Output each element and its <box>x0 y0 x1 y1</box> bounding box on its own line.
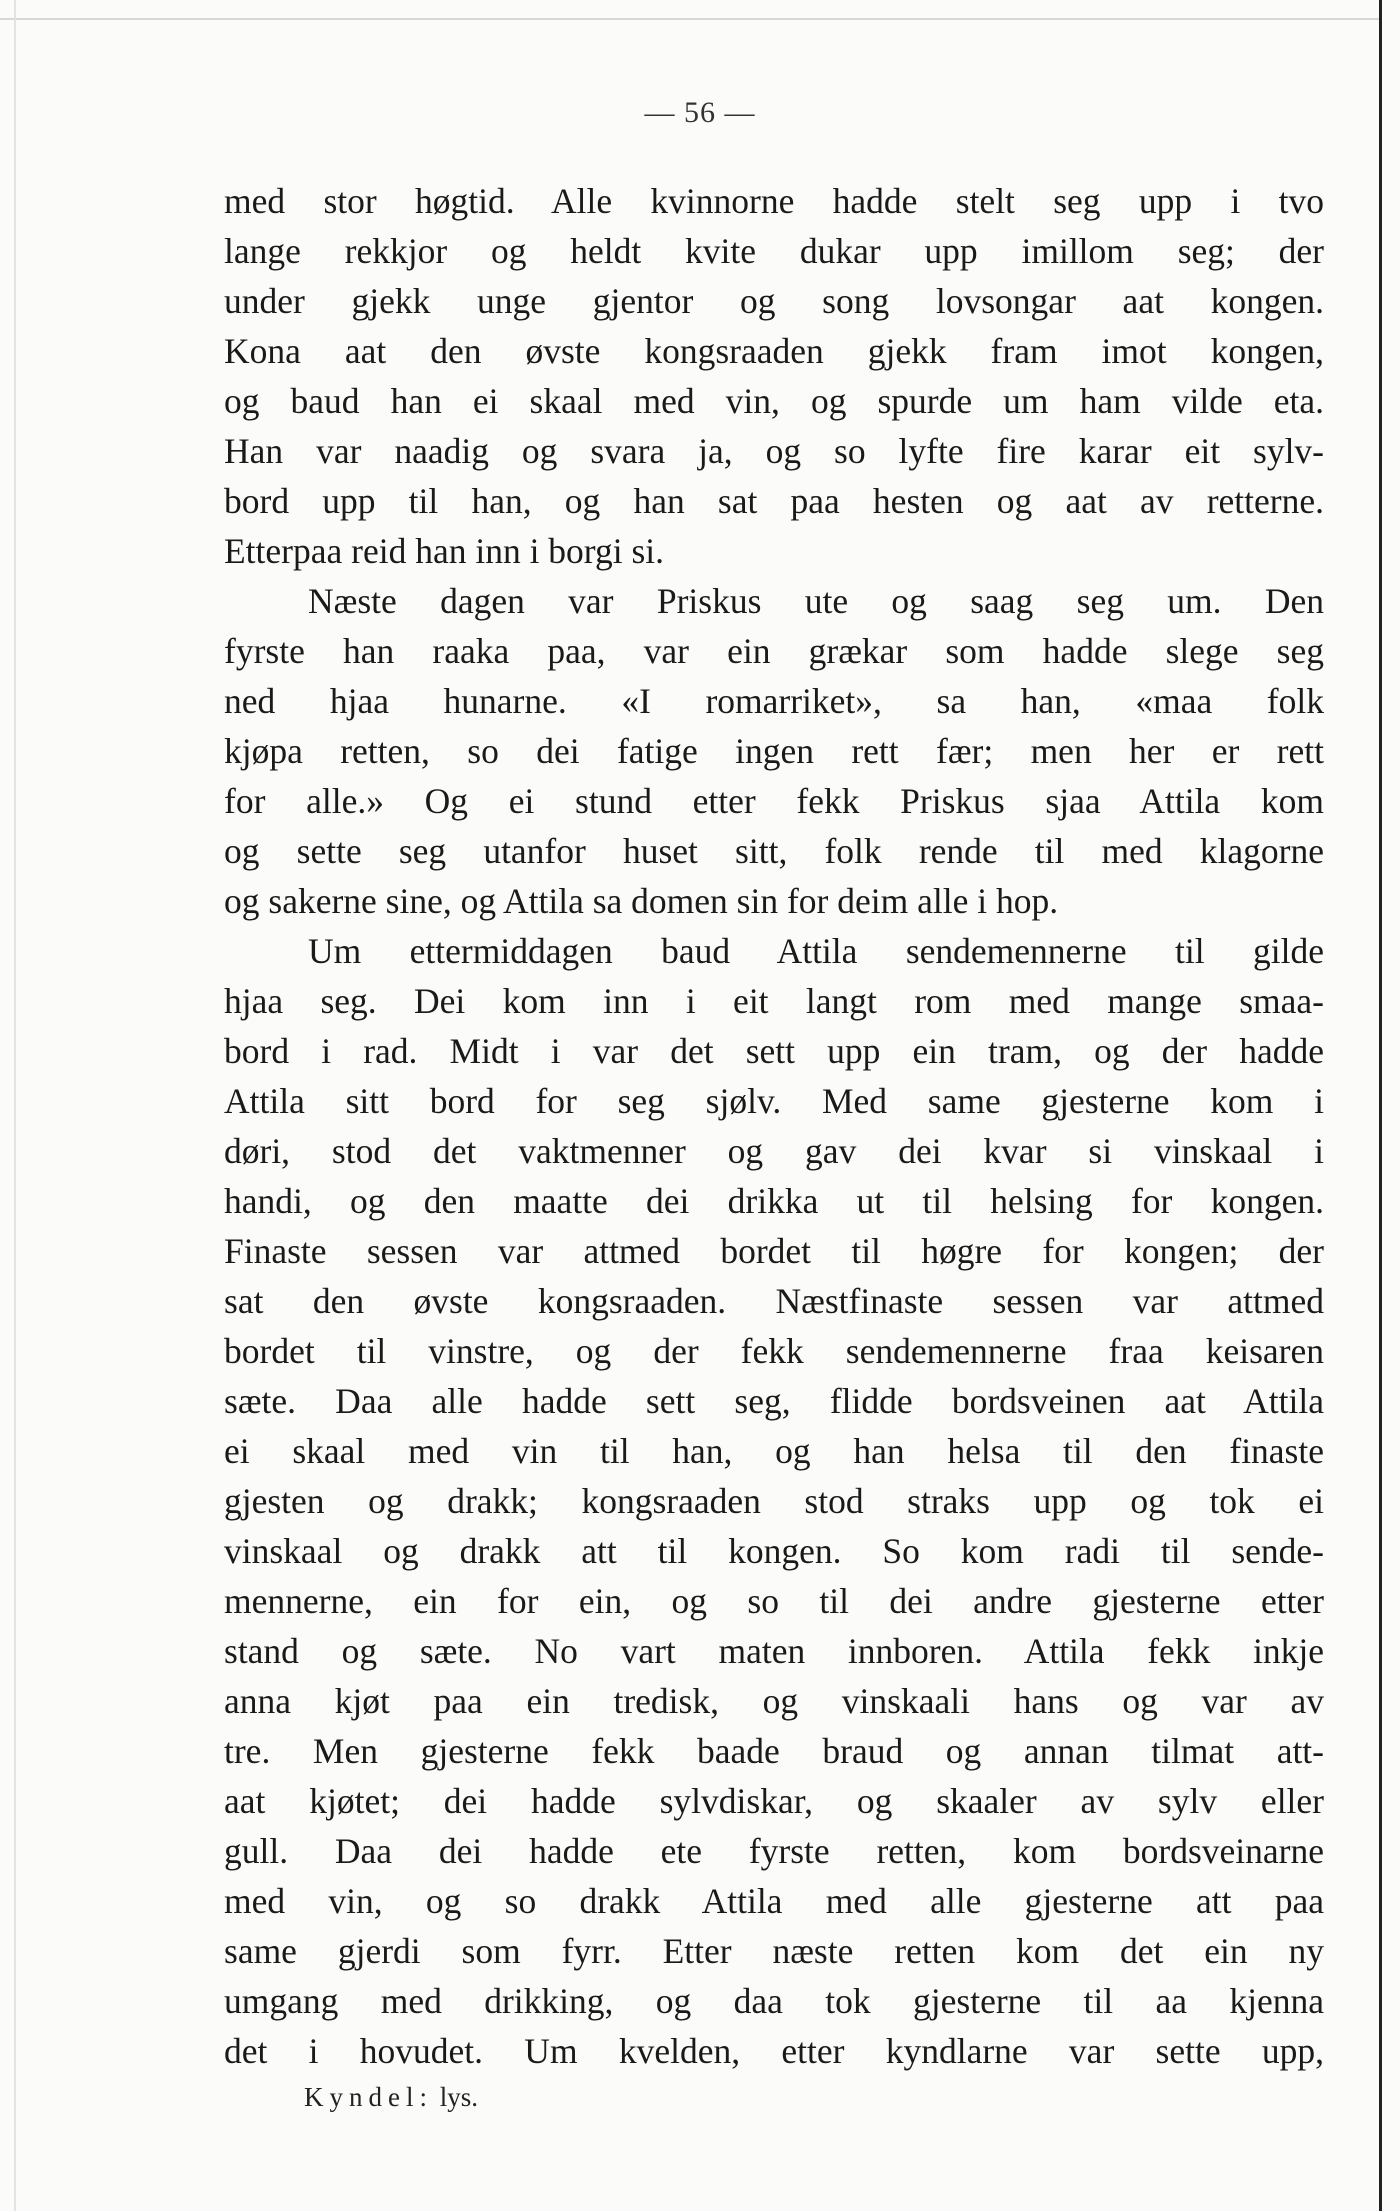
text-line: hjaa seg. Dei kom inn i eit langt rom med mange smaa- <box>224 981 1324 1021</box>
text-line: gjesten og drakk; kongsraaden stod straks upp og tok ei <box>224 1481 1324 1521</box>
text-line: gull. Daa dei hadde ete fyrste retten, kom bordsveinarne <box>224 1831 1324 1871</box>
text-line: under gjekk unge gjentor og song lovsongar aat kongen. <box>224 281 1324 321</box>
text-line: Finaste sessen var attmed bordet til høgre for kongen; der <box>224 1231 1324 1271</box>
page-edge-top <box>0 18 1380 20</box>
text-line: umgang med drikking, og daa tok gjesterne til aa kjenna <box>224 1981 1324 2021</box>
text-line: og sette seg utanfor huset sitt, folk rende til med klagorne <box>224 831 1324 871</box>
text-line: med stor høgtid. Alle kvinnorne hadde stelt seg upp i tvo <box>224 181 1324 221</box>
text-line: mennerne, ein for ein, og so til dei andre gjesterne etter <box>224 1581 1324 1621</box>
page-edge-right <box>1379 0 1382 2211</box>
text-line: døri, stod det vaktmenner og gav dei kvar si vinskaal i <box>224 1131 1324 1171</box>
text-line: ei skaal med vin til han, og han helsa til den finaste <box>224 1431 1324 1471</box>
text-line: sæte. Daa alle hadde sett seg, flidde bordsveinen aat Attila <box>224 1381 1324 1421</box>
page-number: — 56 — <box>644 96 756 129</box>
text-line: sat den øvste kongsraaden. Næstfinaste sessen var attmed <box>224 1281 1324 1321</box>
text-line: ned hjaa hunarne. «I romarriket», sa han, «maa folk <box>224 681 1324 721</box>
page-edge-left <box>14 0 16 2211</box>
text-line: vinskaal og drakk att til kongen. So kom radi til sende- <box>224 1531 1324 1571</box>
text-line: handi, og den maatte dei drikka ut til helsing for kongen. <box>224 1181 1324 1221</box>
text-line: for alle.» Og ei stund etter fekk Priskus sjaa Attila kom <box>224 781 1324 821</box>
text-line: anna kjøt paa ein tredisk, og vinskaali hans og var av <box>224 1681 1324 1721</box>
text-line: Næste dagen var Priskus ute og saag seg um. Den <box>308 581 1324 621</box>
text-line: Um ettermiddagen baud Attila sendemennerne til gilde <box>308 931 1324 971</box>
text-line: Attila sitt bord for seg sjølv. Med same gjesterne kom i <box>224 1081 1324 1121</box>
text-line: lange rekkjor og heldt kvite dukar upp imillom seg; der <box>224 231 1324 271</box>
text-line: bord upp til han, og han sat paa hesten og aat av retterne. <box>224 481 1324 521</box>
text-line: stand og sæte. No vart maten innboren. Attila fekk inkje <box>224 1631 1324 1671</box>
text-line: same gjerdi som fyrr. Etter næste retten kom det ein ny <box>224 1931 1324 1971</box>
text-line: med vin, og so drakk Attila med alle gjesterne att paa <box>224 1881 1324 1921</box>
footnote <box>304 2082 478 2113</box>
text-line: bordet til vinstre, og der fekk sendemennerne fraa keisaren <box>224 1331 1324 1371</box>
text-line: Han var naadig og svara ja, og so lyfte fire karar eit sylv- <box>224 431 1324 471</box>
text-line: fyrste han raaka paa, var ein grækar som hadde slege seg <box>224 631 1324 671</box>
text-line: Etterpaa reid han inn i borgi si. <box>224 531 665 571</box>
text-line: bord i rad. Midt i var det sett upp ein tram, og der hadde <box>224 1031 1324 1071</box>
text-line: kjøpa retten, so dei fatige ingen rett fær; men her er rett <box>224 731 1324 771</box>
text-line: og baud han ei skaal med vin, og spurde um ham vilde eta. <box>224 381 1324 421</box>
footnote-definition: lys. <box>439 2082 479 2112</box>
body-text <box>224 176 1324 2076</box>
text-line: Kona aat den øvste kongsraaden gjekk fram imot kongen, <box>224 331 1324 371</box>
text-line: det i hovudet. Um kvelden, etter kyndlarne var sette upp, <box>224 2031 1324 2071</box>
text-line: aat kjøtet; dei hadde sylvdiskar, og skaaler av sylv eller <box>224 1781 1324 1821</box>
text-line: tre. Men gjesterne fekk baade braud og annan tilmat att- <box>224 1731 1324 1771</box>
footnote-term: Kyndel: <box>304 2082 433 2112</box>
text-line: og sakerne sine, og Attila sa domen sin for deim alle i hop. <box>224 881 1059 921</box>
